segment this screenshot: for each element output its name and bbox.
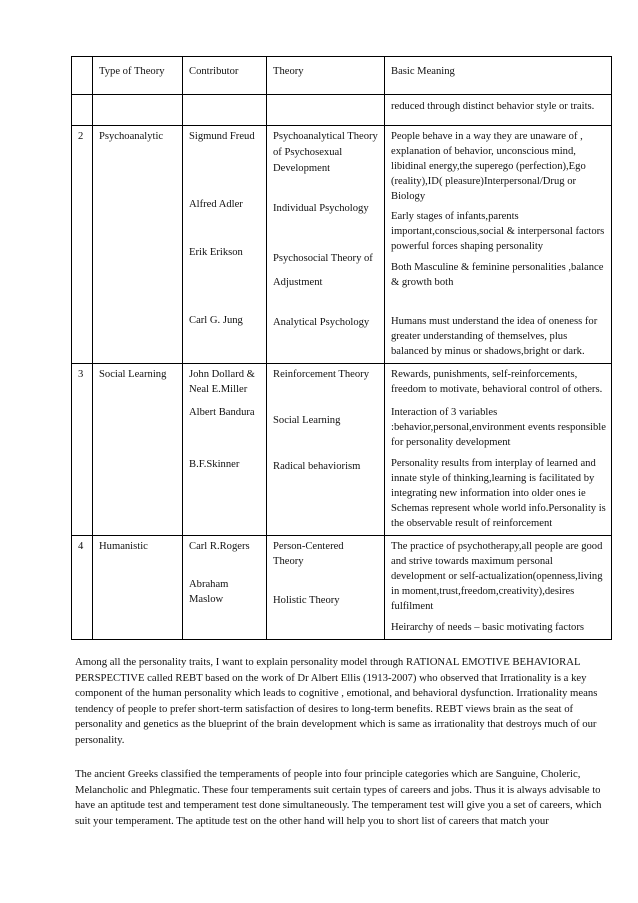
header-contributor: Contributor — [183, 57, 267, 95]
row-type: Psychoanalytic — [93, 126, 183, 364]
contributor-name: B.F.Skinner — [189, 459, 240, 470]
theory-name: Psychoanalytical Theory of Psychosexual Development — [273, 131, 378, 174]
contributor-name: Albert Bandura — [189, 407, 255, 418]
theory-name: Holistic Theory — [273, 595, 340, 606]
meaning-text: Early stages of infants,parents important,conscious,social & interpersonal factors powerful forces shaping personality — [391, 211, 605, 252]
row-meanings — [385, 364, 612, 536]
row-theories — [267, 126, 385, 364]
row-num: 4 — [72, 536, 93, 640]
header-theory: Theory — [267, 57, 385, 95]
theory-name: Radical behaviorism — [273, 461, 361, 472]
contributor-name: Carl G. Jung — [189, 315, 243, 326]
meaning-text: People behave in a way they are unaware of , explanation of behavior, unconscious mind, libidinal energy,the superego (perfection),Ego (reality),ID( pleasure)Interpersonal/Drug or Biology — [391, 131, 586, 202]
body-paragraph-rebt: Among all the personality traits, I want to explain personality model through RATIONAL EMOTIVE BEHAVIORAL PERSPECTIVE called REBT based on the work of Dr Albert Ellis (1913-2007) who observed that Irrationality is a key component of the human personality which leads to cognitive , emotional, and behavioral dysfunction. Irrationality means tendency of people to prefer short-term satisfaction of desires to long-term benefits. REBT views brain as the seat of personality and genetics as the blueprint of the brain development which is same as irrationality that destroys much of our personality. — [75, 656, 598, 746]
row-contributors — [183, 536, 267, 640]
table-header-row — [72, 57, 612, 95]
table-row-psychoanalytic — [72, 126, 612, 364]
theory-name: Person-Centered Theory — [273, 541, 344, 567]
contributor-name: Abraham Maslow — [189, 579, 229, 605]
meaning-text: Both Masculine & feminine personalities ,balance & growth both — [391, 262, 604, 288]
personality-theories-table — [71, 56, 612, 640]
row-num: 3 — [72, 364, 93, 536]
contributor-name: Erik Erikson — [189, 247, 243, 258]
theory-name: Social Learning — [273, 415, 341, 426]
row-theories — [267, 364, 385, 536]
theory-name: Reinforcement Theory — [273, 369, 369, 380]
row-meanings — [385, 536, 612, 640]
contributor-name: Carl R.Rogers — [189, 541, 250, 552]
theory-name: Psychosocial Theory of Adjustment — [273, 253, 373, 288]
row-theories — [267, 536, 385, 640]
meaning-text: The practice of psychotherapy,all people are good and strive towards maximum personal development or self-actualization(openness,living in moment,trust,freedom,creativity),desires fulfilment — [391, 541, 603, 612]
row-contributors — [183, 364, 267, 536]
body-paragraph-temperaments: The ancient Greeks classified the temperaments of people into four principle categories which are Sanguine, Choleric, Melancholic and Phlegmatic. These four temperaments suit certain types of careers and jobs. Thus it is always advisable to have an aptitude test and temperament test done simultaneously. The temperament test will give you a set of careers, which suit your temperament. The aptitude test on the other hand will help you to short list of careers that match your — [75, 768, 602, 827]
theory-name: Analytical Psychology — [273, 317, 370, 328]
meaning-text: Rewards, punishments, self-reinforcements, freedom to motivate, behavioral control of others. — [391, 369, 603, 395]
meaning-text: Interaction of 3 variables :behavior,personal,environment events responsible for personality development — [391, 407, 606, 448]
row-contributors — [183, 126, 267, 364]
row-type: Humanistic — [93, 536, 183, 640]
table-row-continued — [72, 95, 612, 126]
continued-meaning: reduced through distinct behavior style or traits. — [385, 95, 612, 126]
contributor-name: Sigmund Freud — [189, 131, 255, 142]
table-row-social-learning — [72, 364, 612, 536]
header-num-cell — [72, 57, 93, 95]
contributor-name: Alfred Adler — [189, 199, 243, 210]
header-type: Type of Theory — [93, 57, 183, 95]
row-meanings — [385, 126, 612, 364]
meaning-text: Heirarchy of needs – basic motivating factors — [391, 622, 584, 633]
header-meaning: Basic Meaning — [385, 57, 612, 95]
table-row-humanistic — [72, 536, 612, 640]
contributor-name: John Dollard & Neal E.Miller — [189, 369, 255, 395]
meaning-text: Humans must understand the idea of oneness for greater understanding of themselves, plus balanced by minus or shadows,bright or dark. — [391, 316, 598, 357]
row-type: Social Learning — [93, 364, 183, 536]
row-num: 2 — [72, 126, 93, 364]
theory-name: Individual Psychology — [273, 203, 369, 214]
meaning-text: Personality results from interplay of learned and innate style of thinking,learning is facilitated by integrating new information into older ones ie Schemas represent whole world info.Personality is the observable result of reinforcement — [391, 458, 606, 529]
